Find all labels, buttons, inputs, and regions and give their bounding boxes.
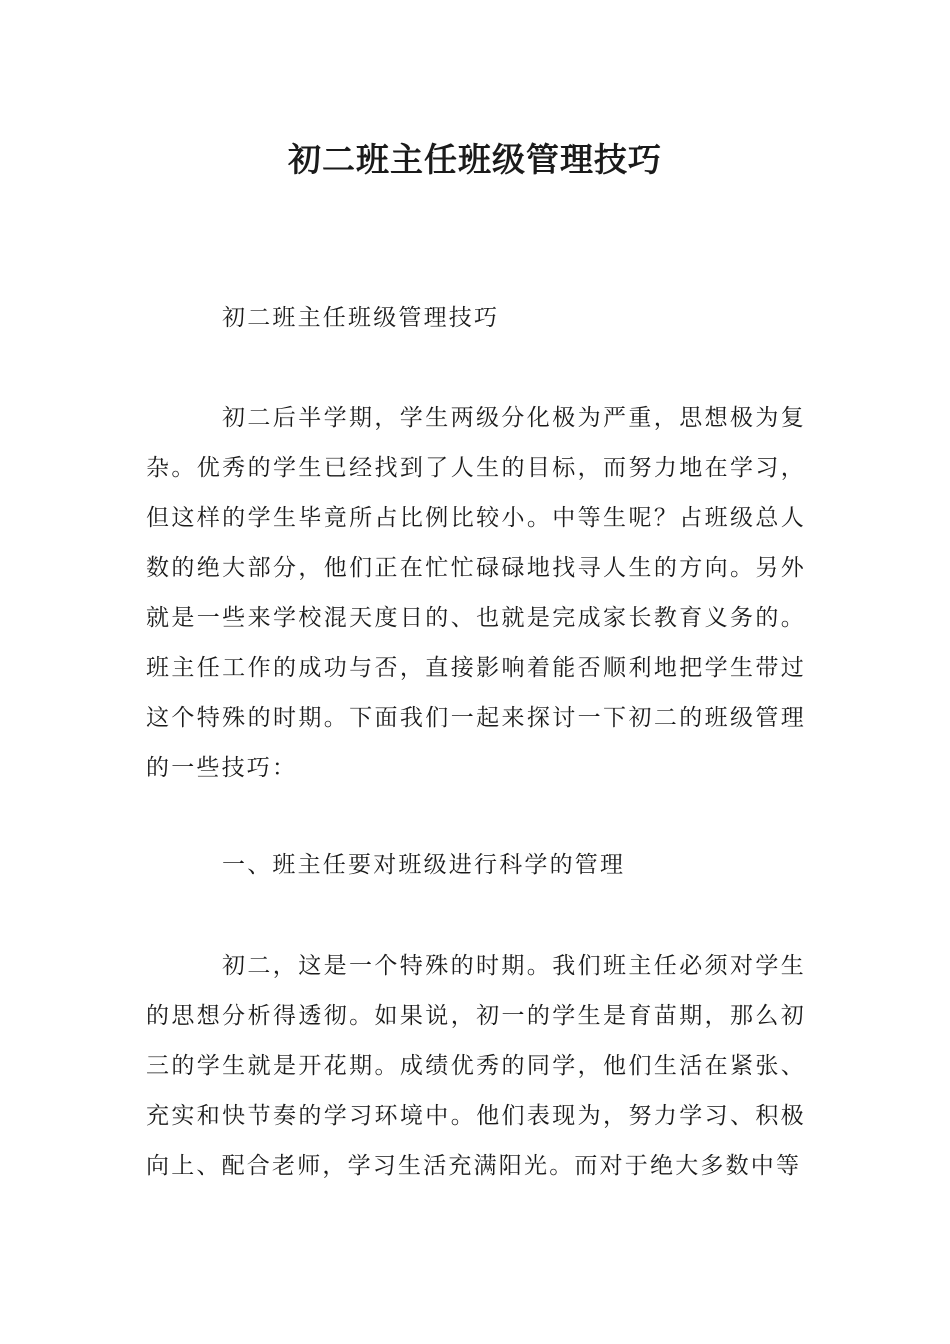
document-title: 初二班主任班级管理技巧 [288,140,662,179]
document-subtitle: 初二班主任班级管理技巧 [222,305,500,331]
section-1-paragraph: 初二，这是一个特殊的时期。我们班主任必须对学生的思想分析得透彻。如果说，初一的学生是育苗期，那么初三的学生就是开花期。成绩优秀的同学，他们生活在紧张、充实和快节奏的学习环境中。他们表现为，努力学习、积极向上、配合老师，学习生活充满阳光。而对于绝大多数中等 [146,953,806,1179]
section-heading-1: 一、班主任要对班级进行科学的管理 [222,852,626,878]
intro-paragraph: 初二后半学期，学生两级分化极为严重，思想极为复杂。优秀的学生已经找到了人生的目标，而努力地在学习，但这样的学生毕竟所占比例比较小。中等生呢？占班级总人数的绝大部分，他们正在忙忙碌碌地找寻人生的方向。另外就是一些来学校混天度日的、也就是完成家长教育义务的。班主任工作的成功与否，直接影响着能否顺利地把学生带过这个特殊的时期。下面我们一起来探讨一下初二的班级管理的一些技巧： [146,405,806,781]
